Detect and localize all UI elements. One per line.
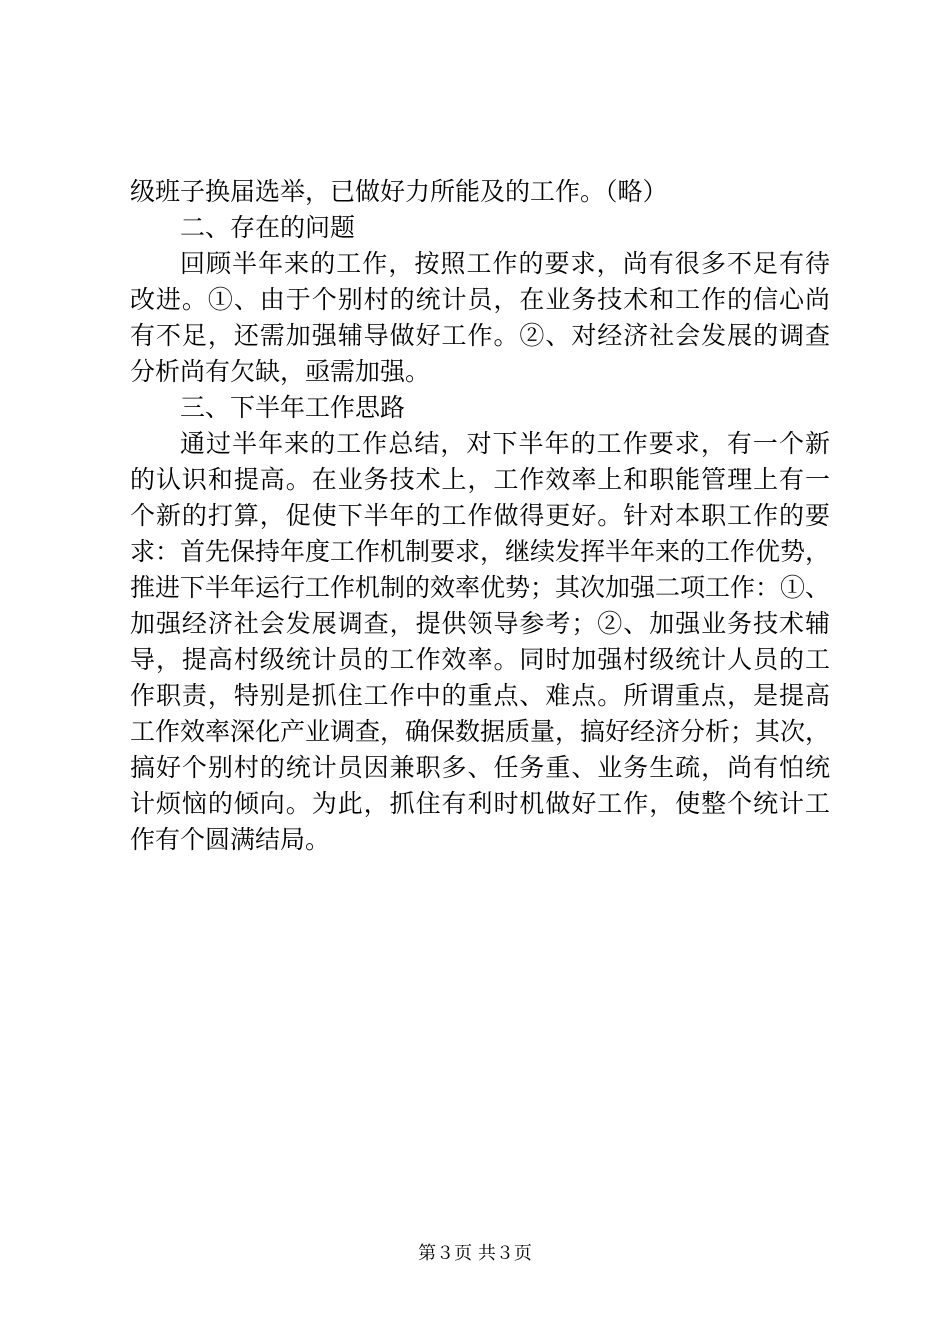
paragraph-line: 计烦恼的倾向。为此，抓住有利时机做好工作，使整个统计工: [130, 789, 830, 818]
paragraph-line: 改进。①、由于个别村的统计员，在业务技术和工作的信心尚: [130, 285, 830, 314]
paragraph-line: 回顾半年来的工作，按照工作的要求，尚有很多不足有待: [180, 249, 830, 278]
paragraph-line: 分析尚有欠缺，亟需加强。: [130, 357, 431, 386]
page-number-footer: 第３页 共３页: [418, 1243, 532, 1264]
paragraph-line: 搞好个别村的统计员因兼职多、任务重、业务生疏，尚有怕统: [130, 753, 830, 782]
paragraph-line: 作有个圆满结局。: [130, 825, 331, 854]
paragraph-line: 加强经济社会发展调查，提供领导参考；②、加强业务技术辅: [130, 609, 830, 638]
section-heading-problems: 二、存在的问题: [180, 213, 356, 242]
paragraph-line: 工作效率深化产业调查，确保数据质量，搞好经济分析；其次，: [130, 717, 831, 746]
paragraph-line: 有不足，还需加强辅导做好工作。②、对经济社会发展的调查: [130, 321, 830, 350]
document-body: [130, 174, 830, 858]
paragraph-line: 级班子换届选举，已做好力所能及的工作。（略）: [130, 177, 668, 206]
paragraph-line: 的认识和提高。在业务技术上，工作效率上和职能管理上有一: [130, 465, 830, 494]
paragraph-line: 导，提高村级统计员的工作效率。同时加强村级统计人员的工: [130, 645, 830, 674]
paragraph-line: 作职责，特别是抓住工作中的重点、难点。所谓重点，是提高: [130, 681, 830, 710]
paragraph-line: 通过半年来的工作总结，对下半年的工作要求，有一个新: [180, 429, 830, 458]
paragraph-line: 推进下半年运行工作机制的效率优势；其次加强二项工作：①、: [130, 573, 831, 602]
paragraph-line: 求：首先保持年度工作机制要求，继续发挥半年来的工作优势，: [130, 537, 831, 566]
section-heading-plan: 三、下半年工作思路: [180, 393, 406, 422]
paragraph-line: 个新的打算，促使下半年的工作做得更好。针对本职工作的要: [130, 501, 830, 530]
